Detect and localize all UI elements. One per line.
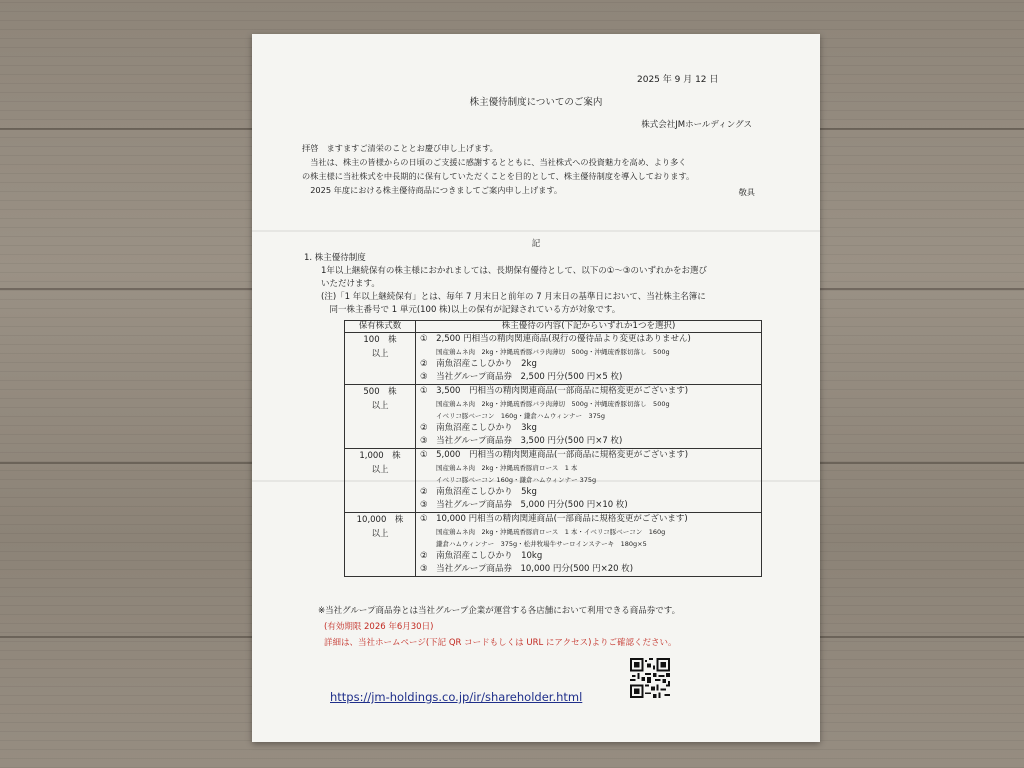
benefit-option: ② 南魚沼産こしひかり 10kg: [420, 551, 543, 561]
share-count-label: 500 株: [363, 387, 397, 397]
company-name: 株式会社JMホールディングス: [641, 120, 752, 130]
benefit-option-detail: イベリコ豚ベーコン 160g・鎌倉ハムウィンナー 375g: [436, 476, 597, 484]
share-count-label: 以上: [371, 529, 389, 539]
benefit-tier-row: [345, 449, 762, 513]
benefit-options-cell: [416, 449, 762, 513]
qr-code-icon[interactable]: [630, 658, 670, 698]
section-line: 1年以上継続保有の株主様におかれましては、長期保有優待として、以下の①～③のいずれかをお選び: [304, 266, 707, 276]
benefit-tier-row: [345, 333, 762, 385]
share-count-label: 以上: [371, 349, 389, 359]
share-count-cell: [345, 385, 416, 449]
greeting-line: 拝啓 ますますご清栄のこととお慶び申し上げます。: [302, 143, 498, 153]
benefit-option-detail: イベリコ豚ベーコン 160g・鎌倉ハムウィンナー 375g: [436, 412, 606, 420]
share-count-label: 10,000 株: [356, 515, 404, 525]
benefit-option-detail: 国産鶏ムネ肉 2kg・沖縄琉香豚バラ肉薄切 500g・沖縄琉香豚切落し 500g: [436, 348, 670, 356]
validity-note: (有効期限 2026 年6月30日): [324, 622, 434, 632]
benefit-option: ② 南魚沼産こしひかり 2kg: [420, 359, 537, 369]
benefit-option: ① 3,500 円相当の精肉関連商品(一部商品に規格変更がございます): [420, 386, 689, 396]
ki-heading: 記: [531, 239, 541, 249]
section-heading: 1. 株主優待制度: [304, 253, 366, 263]
section-note-line: (注)「1 年以上継続保有」とは、毎年 7 月末日と前年の 7 月末日の基準日において、当社株主名簿に: [304, 292, 706, 302]
benefit-option: ③ 当社グループ商品券 5,000 円分(500 円×10 枚): [420, 500, 628, 510]
benefit-option: ① 2,500 円相当の精肉関連商品(現行の優待品より変更はありません): [420, 334, 691, 344]
closing-keigu: 敬具: [738, 187, 755, 197]
benefit-option-detail: 国産鶏ムネ肉 2kg・沖縄琉香豚肩ロース 1 本・イベリコ豚ベーコン 160g: [436, 528, 666, 536]
benefit-option: ③ 当社グループ商品券 3,500 円分(500 円×7 枚): [420, 436, 623, 446]
letter-title: 株主優待制度についてのご案内: [469, 97, 603, 108]
section-note-line: 同一株主番号で 1 単元(100 株)以上の保有が記録されている方が対象です。: [304, 305, 621, 315]
benefit-tier-row: [345, 513, 762, 577]
benefit-option: ① 5,000 円相当の精肉関連商品(一部商品に規格変更がございます): [420, 450, 689, 460]
share-count-label: 以上: [371, 465, 389, 475]
paper-fold: [252, 230, 820, 232]
column-header-benefits: 株主優待の内容(下記からいずれか1つを選択): [416, 321, 762, 333]
shareholder-letter: [252, 34, 820, 742]
greeting-line: 2025 年度における株主優待商品につきましてご案内申し上げます。: [302, 185, 563, 195]
share-count-label: 100 株: [363, 335, 397, 345]
greeting-paragraph: [302, 141, 694, 197]
letter-date: 2025 年 9 月 12 日: [637, 75, 719, 85]
benefit-option: ③ 当社グループ商品券 10,000 円分(500 円×20 枚): [420, 564, 634, 574]
benefit-options-cell: [416, 513, 762, 577]
share-count-label: 以上: [371, 401, 389, 411]
benefit-option: ③ 当社グループ商品券 2,500 円分(500 円×5 枚): [420, 372, 623, 382]
share-count-cell: [345, 513, 416, 577]
greeting-line: 当社は、株主の皆様からの日頃のご支援に感謝するとともに、当社株式への投資魅力を高め、より多く: [302, 157, 687, 167]
details-note: 詳細は、当社ホームページ(下記 QR コードもしくは URL にアクセス)よりご確認ください。: [324, 638, 677, 648]
share-count-cell: [345, 449, 416, 513]
benefit-table: [344, 320, 762, 577]
benefit-options-cell: [416, 385, 762, 449]
benefit-option: ② 南魚沼産こしひかり 5kg: [420, 487, 537, 497]
shareholder-page-link[interactable]: https://jm-holdings.co.jp/ir/shareholder.html: [330, 690, 583, 704]
share-count-cell: [345, 333, 416, 385]
footnote: ※当社グループ商品券とは当社グループ企業が運営する各店舗において利用できる商品券です。: [318, 606, 681, 616]
benefit-options-cell: [416, 333, 762, 385]
benefit-option: ② 南魚沼産こしひかり 3kg: [420, 423, 537, 433]
share-count-label: 1,000 株: [359, 451, 401, 461]
benefit-option-detail: 鎌倉ハムウィンナー 375g・松井牧場牛サーロインステーキ 180g×5: [436, 540, 647, 548]
benefit-option-detail: 国産鶏ムネ肉 2kg・沖縄琉香豚肩ロース 1 本: [436, 464, 578, 472]
section-line: いただけます。: [304, 279, 380, 289]
greeting-line: の株主様に当社株式を中長期的に保有していただくことを目的として、株主優待制度を導入しております。: [302, 171, 695, 181]
benefit-option-detail: 国産鶏ムネ肉 2kg・沖縄琉香豚バラ肉薄切 500g・沖縄琉香豚切落し 500g: [436, 400, 670, 408]
benefit-tier-row: [345, 385, 762, 449]
column-header-shares: 保有株式数: [345, 321, 416, 333]
benefit-option: ① 10,000 円相当の精肉関連商品(一部商品に規格変更がございます): [420, 514, 688, 524]
benefit-section-intro: [304, 252, 707, 317]
